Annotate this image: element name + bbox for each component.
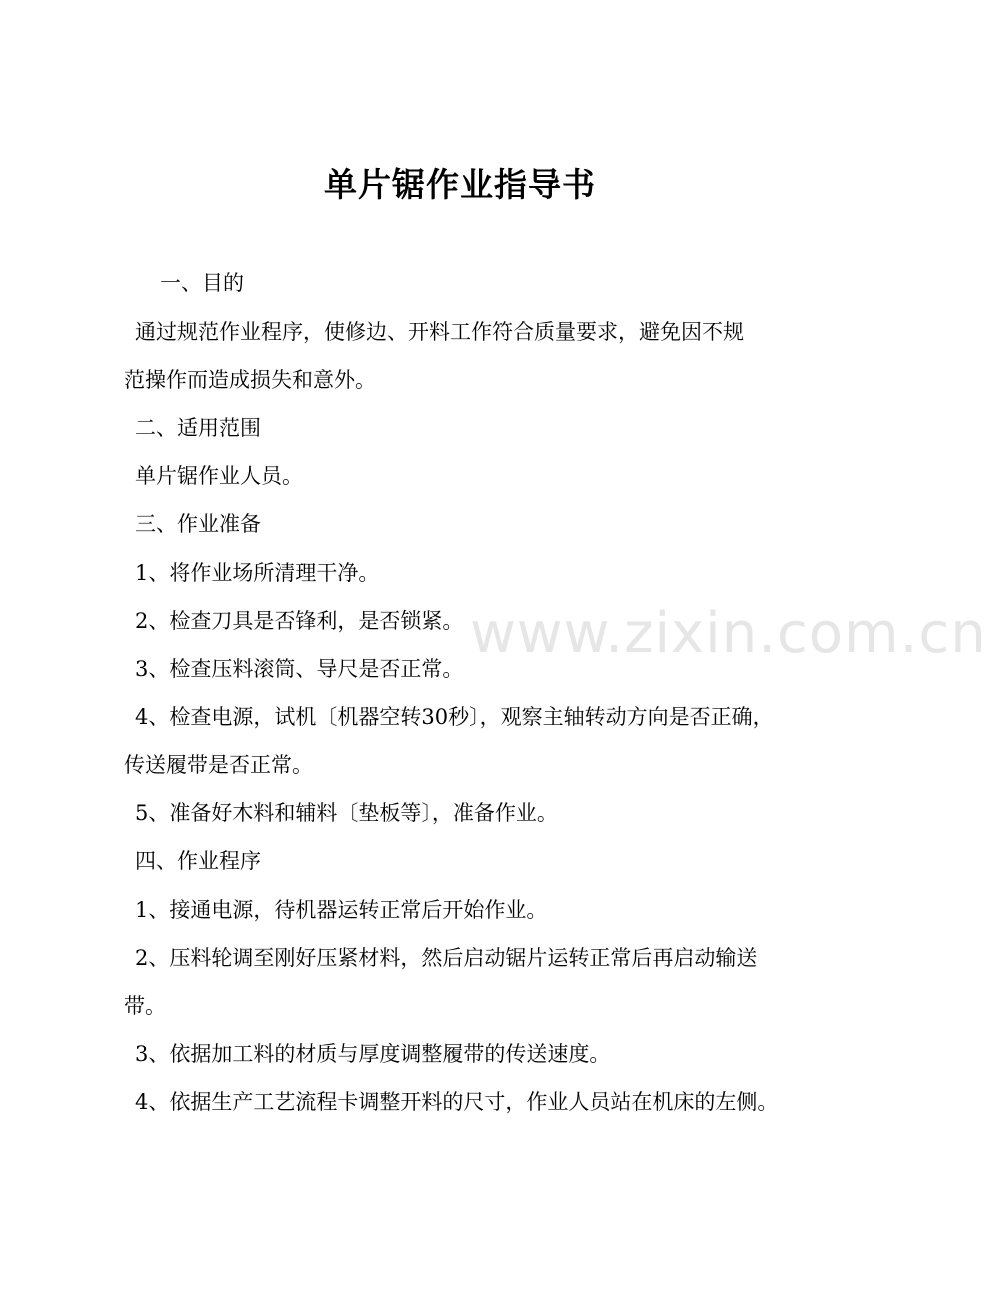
paragraph-line: 通过规范作业程序，使修边、开料工作符合质量要求，避免因不规 [135,320,744,344]
list-item: 2、压料轮调至刚好压紧材料，然后启动锯片运转正常后再启动输送 [135,946,758,970]
list-item: 1、接通电源，待机器运转正常后开始作业。 [135,898,548,922]
list-item: 4、依据生产工艺流程卡调整开料的尺寸，作业人员站在机床的左侧。 [135,1090,779,1114]
list-item: 1、将作业场所清理干净。 [135,561,380,585]
section-heading-purpose: 一、目的 [160,271,244,295]
list-item: 4、检查电源，试机〔机器空转30秒〕，观察主轴转动方向是否正确， [135,705,774,729]
list-item-continuation: 传送履带是否正常。 [124,753,313,777]
list-item: 5、准备好木料和辅料〔垫板等〕，准备作业。 [135,801,558,825]
section-heading-preparation: 三、作业准备 [135,512,261,536]
list-item: 3、依据加工料的材质与厚度调整履带的传送速度。 [135,1042,611,1066]
list-item-continuation: 带。 [124,994,166,1018]
watermark: www.zixin.com.cn [470,601,987,666]
section-heading-scope: 二、适用范围 [135,416,261,440]
paragraph-line: 范操作而造成损失和意外。 [124,368,376,392]
document-title: 单片锯作业指导书 [324,165,596,204]
paragraph-line: 单片锯作业人员。 [135,464,303,488]
list-item: 2、检查刀具是否锋利，是否锁紧。 [135,609,464,633]
section-heading-procedure: 四、作业程序 [135,849,261,873]
list-item: 3、检查压料滚筒、导尺是否正常。 [135,657,464,681]
